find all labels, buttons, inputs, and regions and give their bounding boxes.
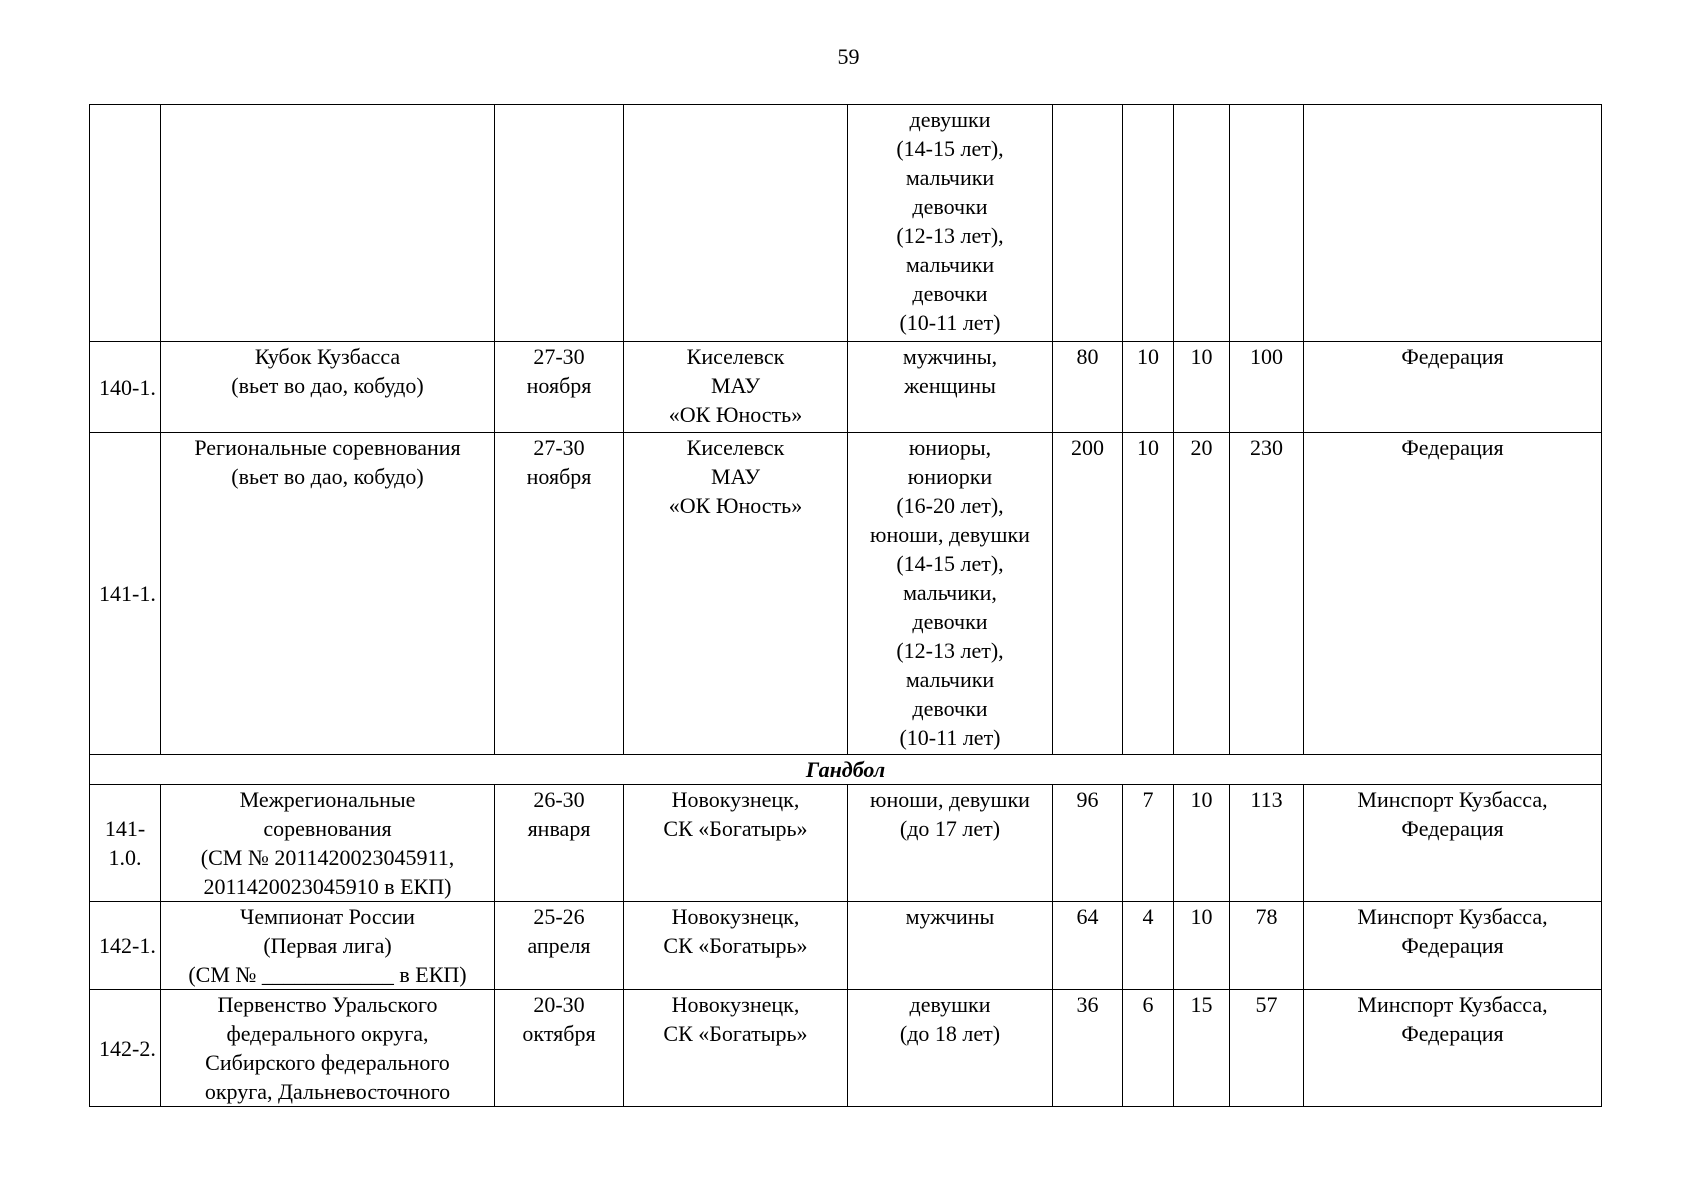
coaches-count: 4 — [1123, 902, 1174, 990]
event-dates: 27-30 ноября — [495, 433, 624, 755]
event-dates: 25-26 апреля — [495, 902, 624, 990]
table-row — [90, 902, 1602, 990]
event-organizer: Федерация — [1304, 433, 1602, 755]
event-dates: 20-30 октября — [495, 990, 624, 1107]
event-organizer — [1304, 105, 1602, 342]
table-row — [90, 785, 1602, 902]
total-count: 230 — [1230, 433, 1304, 755]
event-place: Киселевск МАУ «ОК Юность» — [624, 342, 848, 433]
athletes-count: 64 — [1053, 902, 1123, 990]
event-place: Новокузнецк, СК «Богатырь» — [624, 785, 848, 902]
event-participants: девушки (14-15 лет), мальчики девочки (12-13 лет), мальчики девочки (10-11 лет) — [848, 105, 1053, 342]
judges-count — [1174, 105, 1230, 342]
total-count: 57 — [1230, 990, 1304, 1107]
event-organizer: Минспорт Кузбасса, Федерация — [1304, 990, 1602, 1107]
coaches-count: 6 — [1123, 990, 1174, 1107]
event-name: Кубок Кузбасса (вьет во дао, кобудо) — [161, 342, 495, 433]
judges-count: 10 — [1174, 902, 1230, 990]
event-participants: мужчины, женщины — [848, 342, 1053, 433]
event-organizer: Федерация — [1304, 342, 1602, 433]
event-participants: юноши, девушки (до 17 лет) — [848, 785, 1053, 902]
event-participants: юниоры, юниорки (16-20 лет), юноши, девушки (14-15 лет), мальчики, девочки (12-13 лет), мальчики девочки (10-11 лет) — [848, 433, 1053, 755]
row-number: 141- 1.0. — [90, 785, 161, 902]
event-place: Киселевск МАУ «ОК Юность» — [624, 433, 848, 755]
event-organizer: Минспорт Кузбасса, Федерация — [1304, 785, 1602, 902]
table-row — [90, 990, 1602, 1107]
row-number — [90, 105, 161, 342]
row-number: 142-1. — [90, 902, 161, 990]
event-name: Чемпионат России (Первая лига) (СМ № ____________ в ЕКП) — [161, 902, 495, 990]
table-row — [90, 105, 1602, 342]
row-number: 141-1. — [90, 433, 161, 755]
row-number: 140-1. — [90, 342, 161, 433]
athletes-count — [1053, 105, 1123, 342]
judges-count: 15 — [1174, 990, 1230, 1107]
judges-count: 20 — [1174, 433, 1230, 755]
total-count: 78 — [1230, 902, 1304, 990]
judges-count: 10 — [1174, 342, 1230, 433]
judges-count: 10 — [1174, 785, 1230, 902]
athletes-count: 96 — [1053, 785, 1123, 902]
event-dates: 27-30 ноября — [495, 342, 624, 433]
event-dates: 26-30 января — [495, 785, 624, 902]
event-organizer: Минспорт Кузбасса, Федерация — [1304, 902, 1602, 990]
athletes-count: 80 — [1053, 342, 1123, 433]
event-place: Новокузнецк, СК «Богатырь» — [624, 902, 848, 990]
coaches-count — [1123, 105, 1174, 342]
event-place — [624, 105, 848, 342]
event-name: Первенство Уральского федерального округа, Сибирского федерального округа, Дальневосточного — [161, 990, 495, 1107]
events-table — [89, 104, 1602, 1107]
event-name — [161, 105, 495, 342]
coaches-count: 7 — [1123, 785, 1174, 902]
coaches-count: 10 — [1123, 433, 1174, 755]
total-count: 113 — [1230, 785, 1304, 902]
event-dates — [495, 105, 624, 342]
event-participants: девушки (до 18 лет) — [848, 990, 1053, 1107]
section-title: Гандбол — [90, 755, 1602, 785]
athletes-count: 200 — [1053, 433, 1123, 755]
event-place: Новокузнецк, СК «Богатырь» — [624, 990, 848, 1107]
event-name: Межрегиональные соревнования (СМ № 2011420023045911, 2011420023045910 в ЕКП) — [161, 785, 495, 902]
table-row — [90, 342, 1602, 433]
row-number: 142-2. — [90, 990, 161, 1107]
event-name: Региональные соревнования (вьет во дао, кобудо) — [161, 433, 495, 755]
coaches-count: 10 — [1123, 342, 1174, 433]
athletes-count: 36 — [1053, 990, 1123, 1107]
event-participants: мужчины — [848, 902, 1053, 990]
total-count: 100 — [1230, 342, 1304, 433]
total-count — [1230, 105, 1304, 342]
page-number: 59 — [837, 44, 860, 69]
section-header-row — [90, 755, 1602, 785]
table-row — [90, 433, 1602, 755]
